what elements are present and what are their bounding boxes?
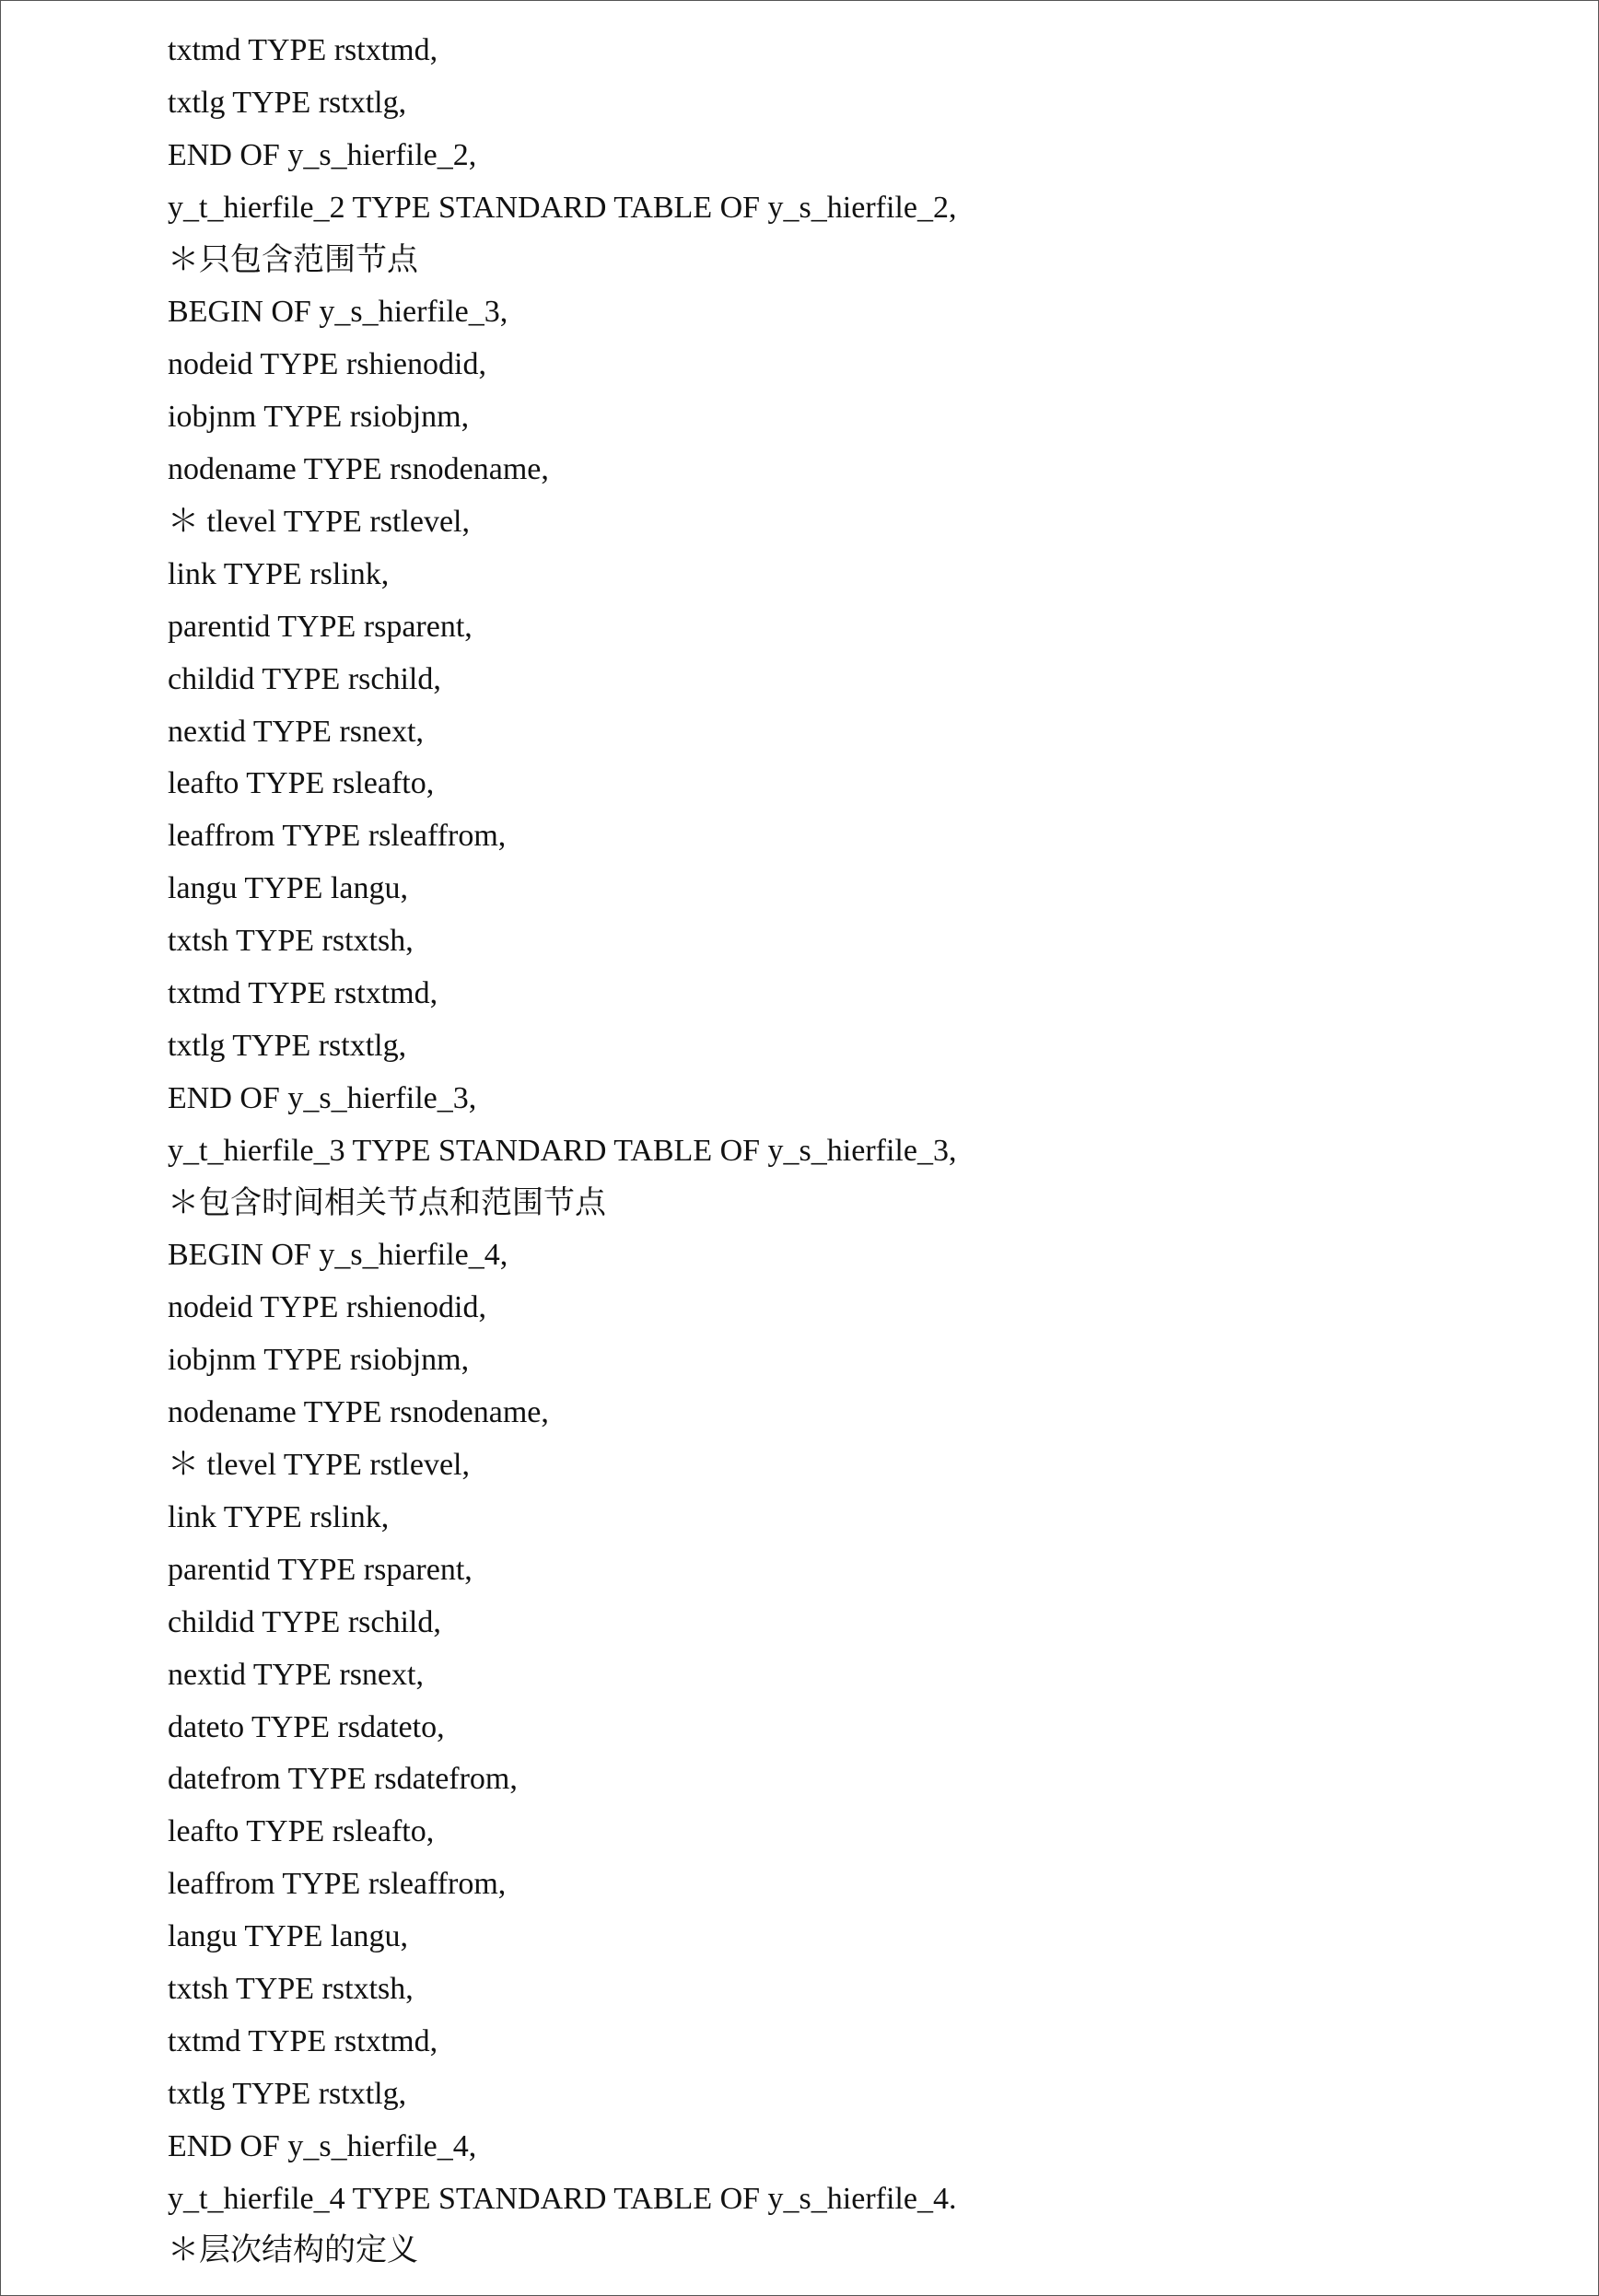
code-line: txtlg TYPE rstxtlg, [168,2076,407,2111]
comment-line: ＊层次结构的定义 [168,2233,418,2268]
code-line: END OF y_s_hierfile_3, [168,1080,477,1115]
code-line: nodeid TYPE rshienodid, [168,347,486,382]
code-line: nextid TYPE rsnext, [168,1657,424,1692]
code-line: nextid TYPE rsnext, [168,714,424,749]
code-line: BEGIN OF y_s_hierfile_3, [168,295,508,330]
code-line: link TYPE rslink, [168,556,390,591]
code-line: END OF y_s_hierfile_2, [168,137,477,172]
code-line: y_t_hierfile_3 TYPE STANDARD TABLE OF y_s_hierfile_3, [168,1133,957,1168]
code-line: leafto TYPE rsleafto, [168,766,435,801]
code-line: iobjnm TYPE rsiobjnm, [168,400,470,435]
code-line: y_t_hierfile_2 TYPE STANDARD TABLE OF y_s_hierfile_2, [168,190,957,225]
code-line: txtlg TYPE rstxtlg, [168,1028,407,1063]
code-line: langu TYPE langu, [168,1919,408,1954]
code-line: BEGIN OF y_s_hierfile_4, [168,1238,508,1273]
comment-line: ＊ tlevel TYPE rstlevel, [168,505,470,540]
code-line: txtmd TYPE rstxtmd, [168,976,438,1011]
code-line: link TYPE rslink, [168,1499,390,1534]
code-line: END OF y_s_hierfile_4, [168,2128,477,2163]
code-line: leafto TYPE rsleafto, [168,1814,435,1849]
code-listing [168,25,956,2278]
code-line: langu TYPE langu, [168,871,408,906]
comment-line: ＊包含时间相关节点和范围节点 [168,1185,606,1220]
code-line: parentid TYPE rsparent, [168,1552,473,1587]
code-line: txtmd TYPE rstxtmd, [168,33,438,67]
code-line: txtsh TYPE rstxtsh, [168,1971,414,2006]
code-line: txtmd TYPE rstxtmd, [168,2023,438,2058]
code-line: leaffrom TYPE rsleaffrom, [168,1867,507,1902]
comment-line: ＊ tlevel TYPE rstlevel, [168,1448,470,1483]
code-line: leaffrom TYPE rsleaffrom, [168,819,507,854]
code-line: datefrom TYPE rsdatefrom, [168,1762,518,1797]
code-line: txtlg TYPE rstxtlg, [168,85,407,120]
code-line: parentid TYPE rsparent, [168,609,473,644]
code-line: dateto TYPE rsdateto, [168,1709,445,1744]
code-line: childid TYPE rschild, [168,661,441,696]
comment-line: ＊只包含范围节点 [168,242,418,277]
code-line: childid TYPE rschild, [168,1604,441,1639]
code-line: nodeid TYPE rshienodid, [168,1290,486,1325]
code-line: y_t_hierfile_4 TYPE STANDARD TABLE OF y_s_hierfile_4. [168,2181,957,2216]
code-line: txtsh TYPE rstxtsh, [168,924,414,959]
code-line: iobjnm TYPE rsiobjnm, [168,1343,470,1378]
code-line: nodename TYPE rsnodename, [168,1395,549,1430]
code-line: nodename TYPE rsnodename, [168,452,549,487]
